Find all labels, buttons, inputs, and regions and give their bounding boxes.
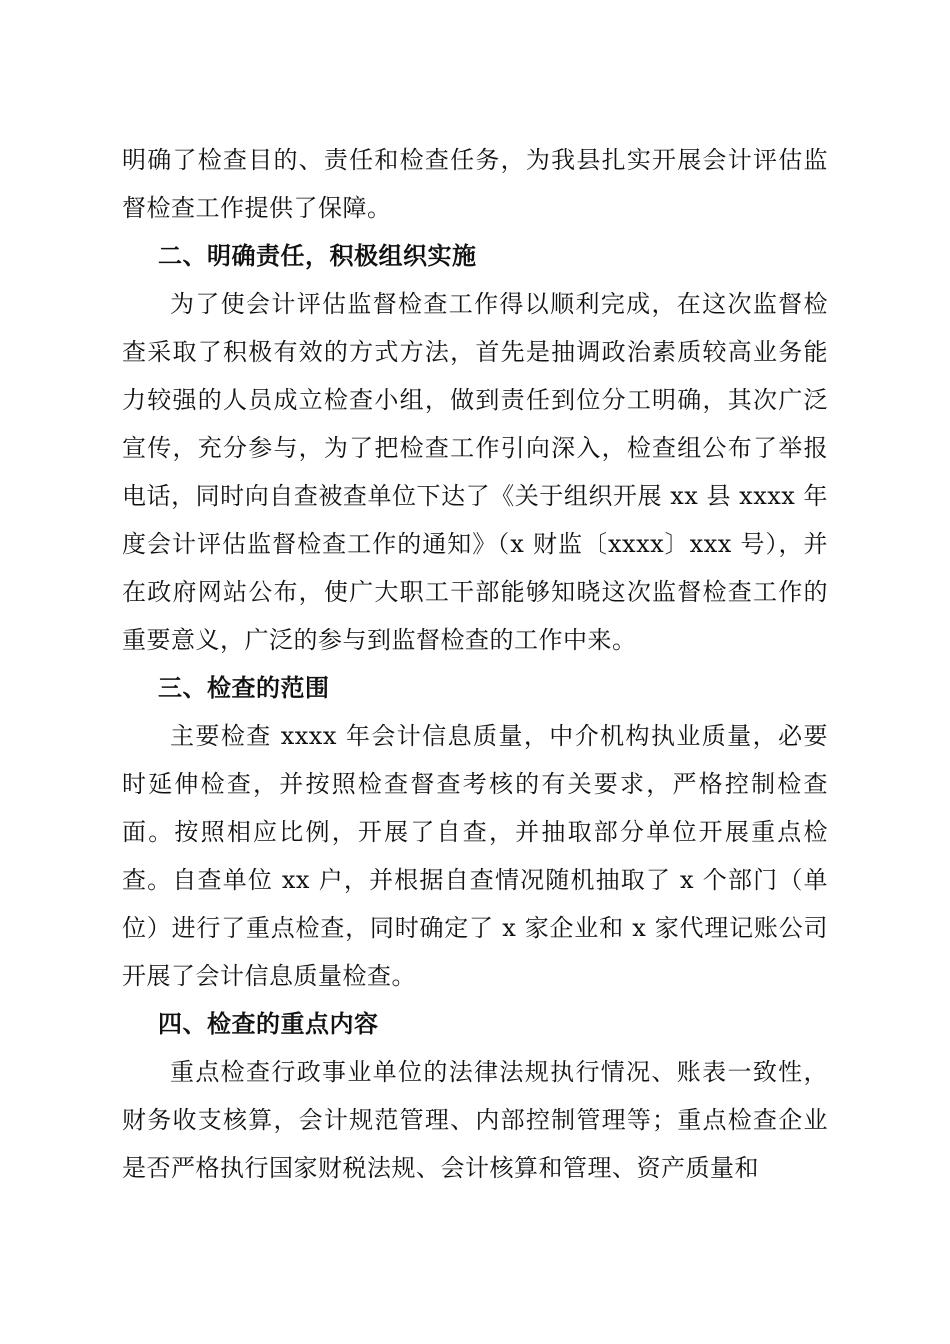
section-4-body: 重点检查行政事业单位的法律法规执行情况、账表一致性，财务收支核算，会计规范管理、内部控制管理等；重点检查企业是否严格执行国家财税法规、会计核算和管理、资产质量和 [122,1058,828,1182]
section-3-heading: 三、检查的范围 [158,674,330,702]
section-4-heading: 四、检查的重点内容 [158,1010,379,1038]
section-2-heading: 二、明确责任，积极组织实施 [158,242,477,270]
document-body [122,136,828,1192]
section-3-body: 主要检查 xxxx 年会计信息质量，中介机构执业质量，必要时延伸检查，并按照检查督查考核的有关要求，严格控制检查面。按照相应比例，开展了自查，并抽取部分单位开展重点检查。自查单位 xx 户，并根据自查情况随机抽取了 x 个部门（单位）进行了重点检查，同时确定了 x 家企业和 x 家代理记账公司开展了会计信息质量检查。 [122,722,828,990]
intro-paragraph: 明确了检查目的、责任和检查任务，为我县扎实开展会计评估监督检查工作提供了保障。 [122,146,828,222]
section-2-body: 为了使会计评估监督检查工作得以顺利完成，在这次监督检查采取了积极有效的方式方法，首先是抽调政治素质较高业务能力较强的人员成立检查小组，做到责任到位分工明确，其次广泛宣传，充分参与，为了把检查工作引向深入，检查组公布了举报电话，同时向自查被查单位下达了《关于组织开展 xx 县 xxxx 年度会计评估监督检查工作的通知》（x 财监〔xxxx〕xxx 号），并在政府网站公布，使广大职工干部能够知晓这次监督检查工作的重要意义，广泛的参与到监督检查的工作中来。 [122,290,828,654]
